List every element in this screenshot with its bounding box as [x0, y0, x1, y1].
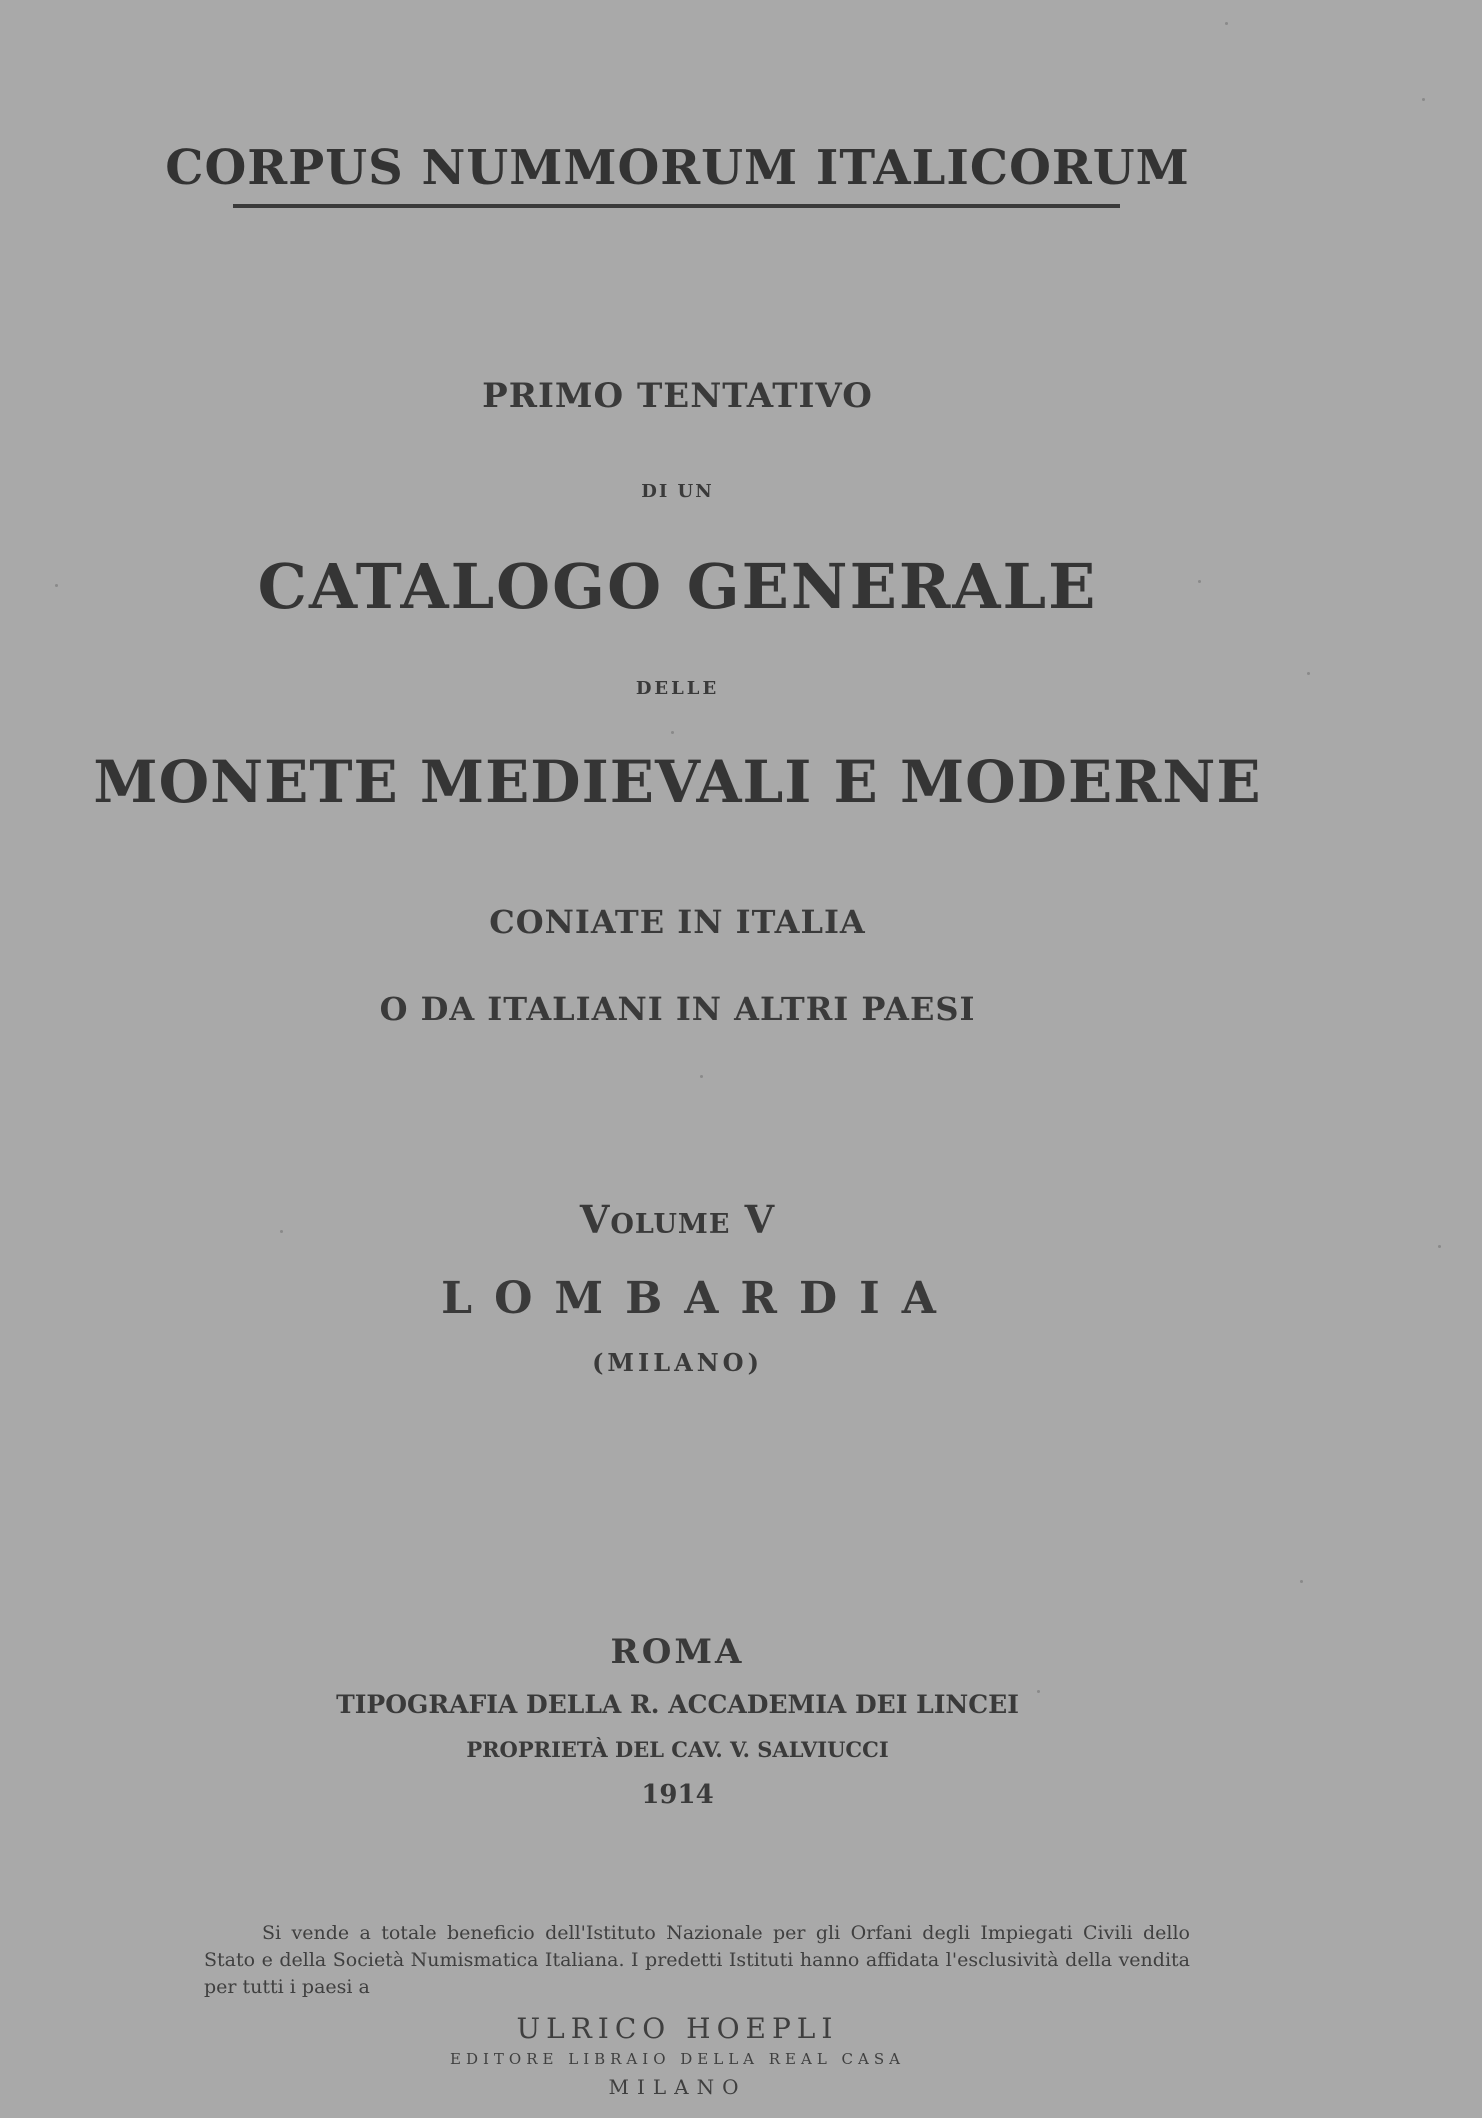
publisher-role: EDITORE LIBRAIO DELLA REAL CASA — [450, 2050, 905, 2068]
imprint-place: ROMA — [610, 1632, 745, 1672]
publisher-city: MILANO — [608, 2075, 747, 2099]
scan-speck — [1422, 98, 1425, 101]
scan-speck — [280, 1230, 283, 1233]
scan-speck — [671, 731, 674, 734]
subtitle-italiani: O DA ITALIANI IN ALTRI PAESI — [379, 990, 976, 1028]
scan-speck — [55, 584, 58, 587]
main-title-2: MONETE MEDIEVALI E MODERNE — [93, 748, 1262, 816]
subtitle-line-1: PRIMO TENTATIVO — [482, 376, 873, 416]
imprint-printer: TIPOGRAFIA DELLA R. ACCADEMIA DEI LINCEI — [336, 1690, 1019, 1719]
subtitle-line-2: DI UN — [641, 481, 714, 502]
scan-speck — [1198, 580, 1201, 583]
scan-speck — [700, 1075, 703, 1078]
imprint-year: 1914 — [641, 1780, 714, 1810]
scan-speck — [1300, 1580, 1303, 1583]
series-title-rule — [233, 204, 1120, 208]
volume-region: LOMBARDIA — [441, 1273, 958, 1324]
scan-speck — [1225, 22, 1228, 25]
scan-speck — [1438, 1245, 1441, 1248]
title-connector: DELLE — [635, 678, 720, 699]
series-title: CORPUS NUMMORUM ITALICORUM — [165, 140, 1190, 196]
volume-number: Volume V — [579, 1197, 776, 1242]
scan-speck — [1037, 1690, 1040, 1693]
main-title: CATALOGO GENERALE — [257, 550, 1098, 623]
imprint-owner: PROPRIETÀ DEL CAV. V. SALVIUCCI — [466, 1737, 889, 1762]
subtitle-coniate: CONIATE IN ITALIA — [489, 903, 866, 941]
scan-speck — [1307, 672, 1310, 675]
publisher-name: ULRICO HOEPLI — [516, 2012, 839, 2045]
sale-notice: Si vende a totale beneficio dell'Istituto Nazionale per gli Orfani degli Impiegati Civili dello Stato e della Società Numismatica Italiana. I predetti Istituti hanno affidata l'esclusività della vendita per tutti i paesi a — [204, 1922, 1190, 1998]
volume-city: (MILANO) — [592, 1348, 763, 1377]
